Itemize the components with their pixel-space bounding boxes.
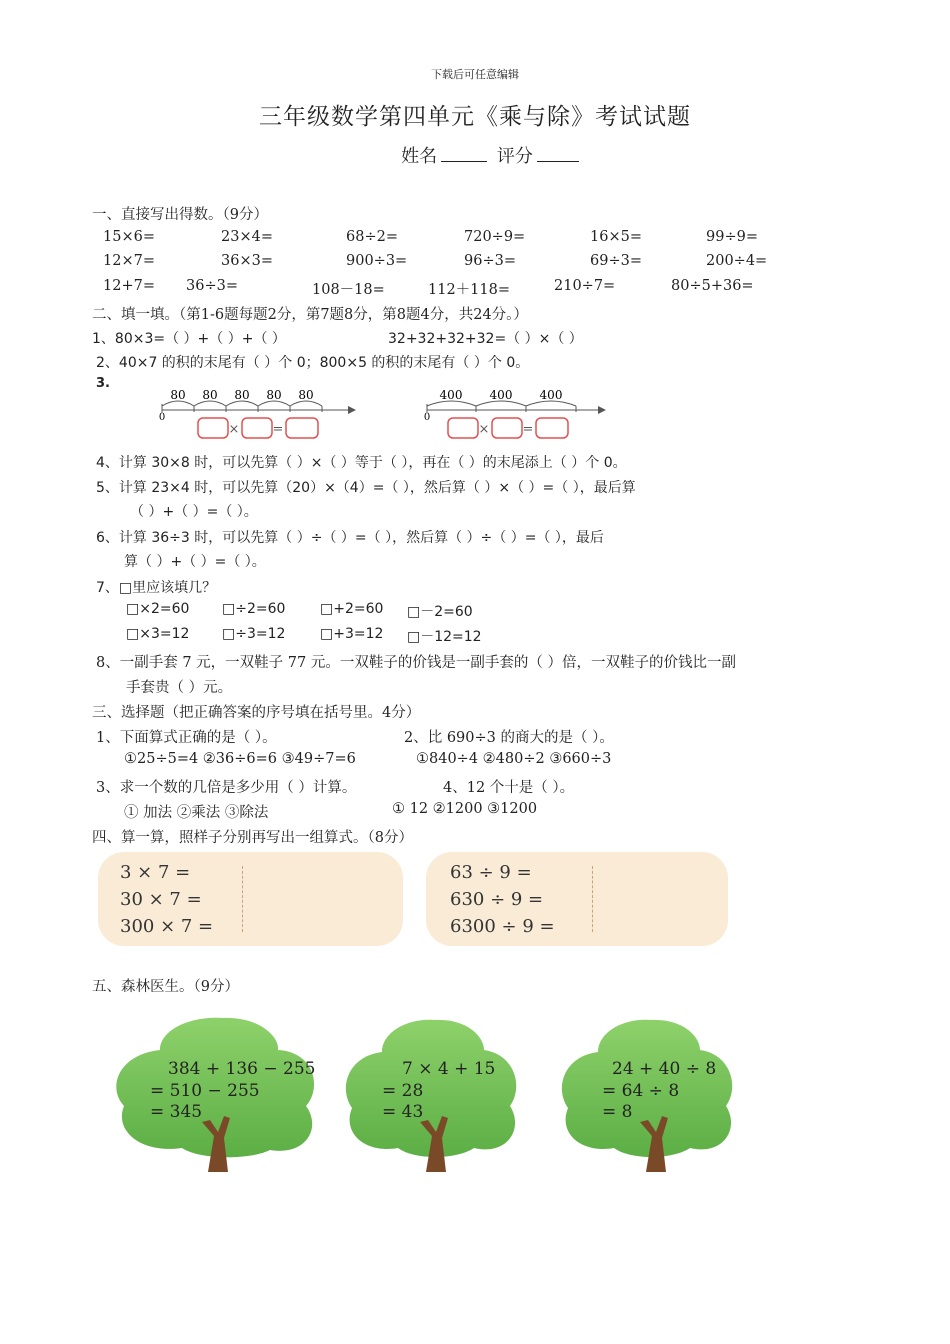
problem: 200÷4= bbox=[706, 253, 768, 269]
answer-box[interactable] bbox=[448, 418, 478, 438]
question-3-3-options: ① 加法 ②乘法 ③除法 bbox=[124, 805, 269, 821]
calc-card-right bbox=[426, 852, 728, 946]
q7-item: □÷3=12 bbox=[222, 626, 286, 642]
question-2-1b: 32+32+32+32=（ ）×（ ） bbox=[388, 331, 583, 347]
equals-sign: = bbox=[522, 422, 534, 437]
question-2-2: 2、40×7 的积的末尾有（ ）个 0；800×5 的积的末尾有（ ）个 0。 bbox=[96, 355, 530, 371]
card-equation: 300 × 7 = bbox=[120, 916, 214, 937]
number-line-right bbox=[424, 388, 606, 438]
answer-box[interactable] bbox=[536, 418, 568, 438]
card-equation: 3 × 7 = bbox=[120, 862, 191, 883]
question-3-2-options: ①840÷4 ②480÷2 ③660÷3 bbox=[416, 751, 612, 767]
section3-heading: 三、选择题（把正确答案的序号填在括号里。4分） bbox=[92, 705, 421, 721]
answer-box[interactable] bbox=[286, 418, 318, 438]
jump-label: 80 bbox=[202, 388, 218, 402]
problem: 15×6= bbox=[103, 229, 155, 245]
subtitle bbox=[0, 142, 950, 168]
header-note: 下载后可任意编辑 bbox=[431, 68, 519, 81]
q7-item: □－2=60 bbox=[407, 604, 473, 620]
problem: 12×7= bbox=[103, 253, 155, 269]
question-2-6b: 算（ ）+（ ）=（ ）。 bbox=[124, 554, 266, 570]
problem: 80÷5+36= bbox=[671, 278, 754, 294]
question-2-4: 4、计算 30×8 时，可以先算（ ）×（ ）等于（ ），再在（ ）的末尾添上（ ）个 0。 bbox=[96, 455, 627, 471]
problem: 16×5= bbox=[590, 229, 642, 245]
tree-line: = 345 bbox=[150, 1102, 203, 1122]
question-3-4-options: ① 12 ②1200 ③1200 bbox=[392, 801, 538, 817]
number-line-left bbox=[159, 388, 356, 438]
times-sign: × bbox=[228, 422, 240, 437]
q7-item: □×3=12 bbox=[126, 626, 190, 642]
problem: 68÷2= bbox=[346, 229, 398, 245]
page-title: 三年级数学第四单元《乘与除》考试试题 bbox=[259, 104, 691, 130]
problem: 99÷9= bbox=[706, 229, 758, 245]
tree-line: = 28 bbox=[382, 1081, 424, 1101]
question-2-7: 7、□里应该填几？ bbox=[96, 580, 217, 596]
problem: 36÷3= bbox=[186, 278, 238, 294]
jump-label: 400 bbox=[439, 388, 463, 402]
answer-box[interactable] bbox=[198, 418, 228, 438]
problem: 36×3= bbox=[221, 253, 273, 269]
name-label: 姓名 bbox=[401, 146, 438, 167]
tree-line: 7 × 4 + 15 bbox=[402, 1059, 496, 1079]
section5-heading: 五、森林医生。（9分） bbox=[92, 979, 239, 995]
tree-line: 24 + 40 ÷ 8 bbox=[612, 1059, 717, 1079]
jump-label: 80 bbox=[170, 388, 186, 402]
tree-line: 384 + 136 − 255 bbox=[168, 1059, 316, 1079]
answer-box[interactable] bbox=[242, 418, 272, 438]
problem: 210÷7= bbox=[554, 278, 616, 294]
problem: 69÷3= bbox=[590, 253, 642, 269]
problem: 96÷3= bbox=[464, 253, 516, 269]
tree-line: = 64 ÷ 8 bbox=[602, 1081, 680, 1101]
answer-box[interactable] bbox=[492, 418, 522, 438]
question-2-6a: 6、计算 36÷3 时，可以先算（ ）÷（ ）=（ ），然后算（ ）÷（ ）=（ ），最后 bbox=[96, 530, 604, 546]
problem: 108－18= bbox=[312, 282, 385, 298]
name-blank[interactable] bbox=[441, 161, 487, 162]
tree-line: = 8 bbox=[602, 1102, 633, 1122]
q7-item: □－12=12 bbox=[407, 629, 482, 645]
question-2-8b: 手套贵（ ）元。 bbox=[126, 680, 233, 696]
question-3-1-options: ①25÷5=4 ②36÷6=6 ③49÷7=6 bbox=[124, 751, 356, 767]
section1-heading: 一、直接写出得数。（9分） bbox=[92, 207, 268, 223]
section2-heading: 二、填一填。（第1-6题每题2分，第7题8分，第8题4分，共24分。） bbox=[92, 307, 528, 323]
jump-label: 80 bbox=[266, 388, 282, 402]
zero-label: 0 bbox=[423, 412, 431, 423]
card-equation: 63 ÷ 9 = bbox=[450, 862, 532, 883]
question-3-2: 2、比 690÷3 的商大的是（ ）。 bbox=[404, 730, 614, 746]
q7-item: □+3=12 bbox=[320, 626, 384, 642]
card-equation: 630 ÷ 9 = bbox=[450, 889, 544, 910]
number-line-figures bbox=[150, 380, 630, 444]
question-2-1a: 1、80×3=（ ）+（ ）+（ ） bbox=[92, 331, 286, 347]
tree-3 bbox=[562, 1020, 732, 1172]
jump-label: 400 bbox=[539, 388, 563, 402]
equals-sign: = bbox=[272, 422, 284, 437]
forest-doctor-trees bbox=[110, 1010, 760, 1180]
tree-line: = 510 − 255 bbox=[150, 1081, 260, 1101]
tree-line: = 43 bbox=[382, 1102, 424, 1122]
q7-item: □×2=60 bbox=[126, 601, 190, 617]
score-label: 评分 bbox=[496, 146, 533, 167]
calc-card-left bbox=[98, 852, 403, 946]
problem: 720÷9= bbox=[464, 229, 526, 245]
question-2-5a: 5、计算 23×4 时，可以先算（20）×（4）=（ ），然后算（ ）×（ ）=（ ），最后算 bbox=[96, 480, 636, 496]
jump-label: 80 bbox=[234, 388, 250, 402]
times-sign: × bbox=[478, 422, 490, 437]
question-2-3-label: 3. bbox=[96, 376, 110, 391]
tree-2 bbox=[346, 1020, 516, 1172]
question-2-8a: 8、一副手套 7 元，一双鞋子 77 元。一双鞋子的价钱是一副手套的（ ）倍，一双鞋子的价钱比一副 bbox=[96, 655, 736, 671]
question-3-4: 4、12 个十是（ ）。 bbox=[443, 780, 575, 796]
q7-item: □+2=60 bbox=[320, 601, 384, 617]
problem: 112＋118= bbox=[428, 282, 511, 298]
problem: 23×4= bbox=[221, 229, 273, 245]
jump-label: 400 bbox=[489, 388, 513, 402]
card-divider bbox=[592, 866, 593, 932]
zero-label: 0 bbox=[158, 412, 166, 423]
question-3-1: 1、下面算式正确的是（ ）。 bbox=[96, 730, 277, 746]
q7-item: □÷2=60 bbox=[222, 601, 286, 617]
question-2-5b: （ ）+（ ）=（ ）。 bbox=[130, 504, 258, 520]
problem: 900÷3= bbox=[346, 253, 408, 269]
jump-label: 80 bbox=[298, 388, 314, 402]
score-blank[interactable] bbox=[537, 161, 579, 162]
card-divider bbox=[242, 866, 243, 932]
question-3-3: 3、求一个数的几倍是多少用（ ）计算。 bbox=[96, 780, 357, 796]
tree-1 bbox=[116, 1018, 315, 1172]
problem: 12+7= bbox=[103, 278, 155, 294]
card-equation: 30 × 7 = bbox=[120, 889, 202, 910]
section4-heading: 四、算一算，照样子分别再写出一组算式。（8分） bbox=[92, 830, 413, 846]
card-equation: 6300 ÷ 9 = bbox=[450, 916, 555, 937]
